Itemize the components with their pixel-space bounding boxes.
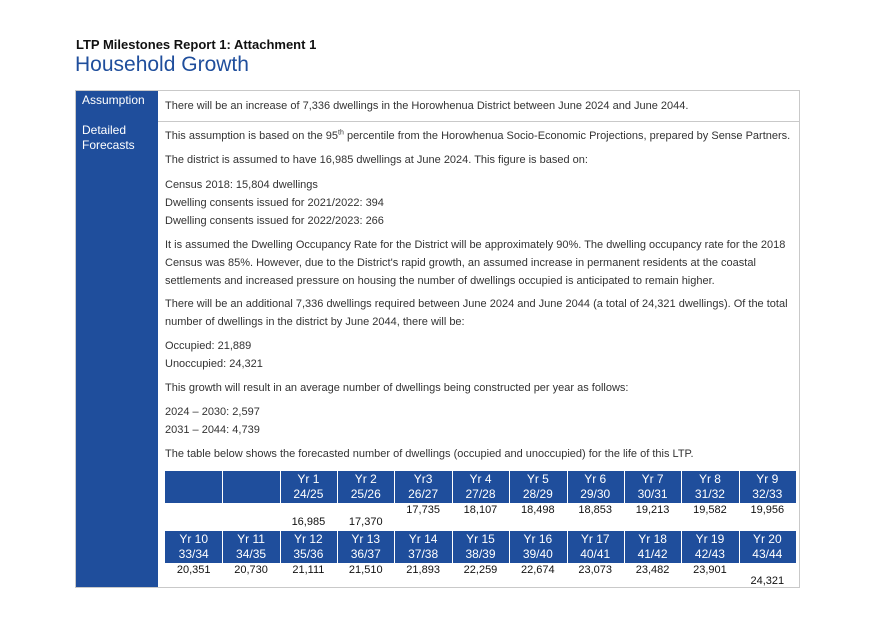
financial-year-label: 26/27 [408,487,439,501]
year-label: Yr 19 [695,532,725,546]
forecast-header-row-1 [165,471,796,503]
financial-year-label: 35/36 [293,547,324,561]
year-label: Yr 18 [638,532,667,546]
column-divider [509,471,510,503]
dwelling-count: 21,510 [348,564,383,576]
financial-year-label: 32/33 [752,487,783,501]
year-header-cell [394,531,451,563]
financial-year-label: 43/44 [752,547,783,561]
year-header-cell [681,531,738,563]
year-header-cell [280,531,337,563]
year-header-cell [222,471,279,503]
column-divider [337,471,338,503]
year-header-cell [624,531,681,563]
column-divider [681,471,682,503]
financial-year-label: 36/37 [350,547,381,561]
year-header-cell [337,471,394,503]
year-label: Yr 4 [469,472,492,486]
financial-year-label: 27/28 [465,487,496,501]
column-divider [394,471,395,503]
financial-year-label: 34/35 [236,547,267,561]
year-label: Yr 16 [523,532,553,546]
year-label: Yr 7 [641,472,664,486]
column-divider [624,531,625,563]
dwelling-count: 23,073 [578,564,613,576]
additional-text: There will be an additional 7,336 dwellings required between June 2024 and June 2044 (a total of 24,321 dwellings). Of the total number of dwellings in the district by June 2044, there will be: [165,298,788,328]
dwelling-count: 16,985 [291,516,326,528]
financial-year-label: 25/26 [350,487,381,501]
column-divider [624,471,625,503]
year-label: Yr 2 [354,472,377,486]
year-header-cell [739,471,796,503]
year-label: Yr 13 [351,532,381,546]
year-header-cell [165,471,222,503]
consents-2122-text: Dwelling consents issued for 2021/2022: 394 [165,197,384,209]
year-header-cell [452,531,509,563]
year-label: Yr 17 [580,532,610,546]
year-header-cell [509,531,566,563]
detailed-label-line1: Detailed [82,123,127,137]
detailed-forecasts-label [82,123,135,153]
financial-year-label: 33/34 [178,547,209,561]
column-divider [567,531,568,563]
year-label: Yr 12 [294,532,323,546]
label-column [76,91,158,587]
dwelling-count: 18,498 [521,504,555,516]
column-divider [222,471,223,503]
basis-sup: th [338,129,344,137]
year-label: Yr 15 [466,532,495,546]
dwelling-count: 19,213 [635,504,670,516]
rate-1-text: 2024 – 2030: 2,597 [165,406,260,418]
year-header-cell [452,471,509,503]
year-header-cell [280,471,337,503]
year-label: Yr 20 [752,532,782,546]
financial-year-label: 28/29 [522,487,553,501]
column-divider [739,531,740,563]
column-divider [452,531,453,563]
dwelling-count: 17,735 [406,504,440,516]
growth-text: This growth will result in an average number of dwellings being constructed per year as follows: [165,382,629,394]
dwelling-count: 23,901 [693,564,727,576]
consents-2223-text: Dwelling consents issued for 2022/2023: 266 [165,215,384,227]
census-text: Census 2018: 15,804 dwellings [165,179,318,191]
column-divider [739,471,740,503]
assumption-label: Assumption [82,93,145,107]
dwelling-count: 21,111 [292,564,325,576]
year-header-cell [624,471,681,503]
basis-post: percentile from the Horowhenua Socio-Economic Projections, prepared by Sense Partners. [343,130,791,142]
basis-text [165,127,793,145]
column-divider [567,471,568,503]
financial-year-label: 41/42 [637,547,668,561]
dwelling-count: 24,321 [750,575,785,587]
assumption-table [75,90,800,588]
year-header-cell [337,531,394,563]
dwelling-count: 18,107 [463,504,498,516]
dwelling-count: 22,674 [521,564,555,576]
financial-year-label: 31/32 [694,487,725,501]
dwelling-count: 23,482 [635,564,670,576]
basis-pre: This assumption is based on the 95 [165,130,339,142]
year-header-cell [567,471,624,503]
column-divider [452,471,453,503]
dwellings-2024-text: The district is assumed to have 16,985 dwellings at June 2024. This figure is based on: [165,154,588,166]
year-label: Yr 1 [297,472,320,486]
dwelling-count: 18,853 [578,504,613,516]
detailed-label-line2: Forecasts [82,138,135,152]
financial-year-label: 24/25 [293,487,324,501]
year-label: Yr3 [413,472,433,486]
forecast-header-row-2 [165,531,796,563]
dwelling-count: 20,730 [234,564,268,576]
year-label: Yr 5 [526,472,549,486]
dwelling-count: 21,893 [406,564,440,576]
dwelling-count: 17,370 [348,516,383,528]
occupancy-text: It is assumed the Dwelling Occupancy Rate for the District will be approximately 90%. The dwelling occupancy rate for the 2018 Census was 85%. However, due to the District's rapid growth, an assumed increase in permanent residents at the coastal settlements and increased pressure on housing the number of dwellings occupied is anticipated to remain higher. [165,239,786,287]
row-divider [158,121,799,122]
year-header-cell [739,531,796,563]
dwelling-count: 19,956 [750,504,785,516]
occupied-text: Occupied: 21,889 [165,340,252,352]
year-label: Yr 8 [698,472,721,486]
dwelling-count: 22,259 [463,564,498,576]
year-header-cell [509,471,566,503]
column-divider [222,531,223,563]
financial-year-label: 37/38 [408,547,439,561]
year-label: Yr 11 [237,532,265,546]
year-header-cell [567,531,624,563]
year-label: Yr 9 [756,472,779,486]
year-header-cell [165,531,222,563]
dwelling-count: 19,582 [693,504,727,516]
column-divider [394,531,395,563]
assumption-text: There will be an increase of 7,336 dwellings in the Horowhenua District between June 2024 and June 2044. [165,100,689,112]
column-divider [681,531,682,563]
financial-year-label: 29/30 [580,487,611,501]
rate-2-text: 2031 – 2044: 4,739 [165,424,260,436]
column-divider [280,471,281,503]
unoccupied-text: Unoccupied: 24,321 [165,358,263,370]
report-label: LTP Milestones Report 1: Attachment 1 [76,37,317,52]
year-label: Yr 14 [408,532,438,546]
column-divider [280,531,281,563]
financial-year-label: 42/43 [694,547,725,561]
column-divider [337,531,338,563]
financial-year-label: 40/41 [580,547,611,561]
year-label: Yr 10 [179,532,209,546]
financial-year-label: 38/39 [465,547,496,561]
financial-year-label: 30/31 [637,487,668,501]
table-intro-text: The table below shows the forecasted number of dwellings (occupied and unoccupied) for the life of this LTP. [165,448,694,460]
page-title: Household Growth [75,53,249,76]
year-header-cell [681,471,738,503]
year-header-cell [222,531,279,563]
column-divider [509,531,510,563]
year-header-cell [394,471,451,503]
year-label: Yr 6 [584,472,607,486]
financial-year-label: 39/40 [522,547,553,561]
dwelling-count: 20,351 [176,564,211,576]
